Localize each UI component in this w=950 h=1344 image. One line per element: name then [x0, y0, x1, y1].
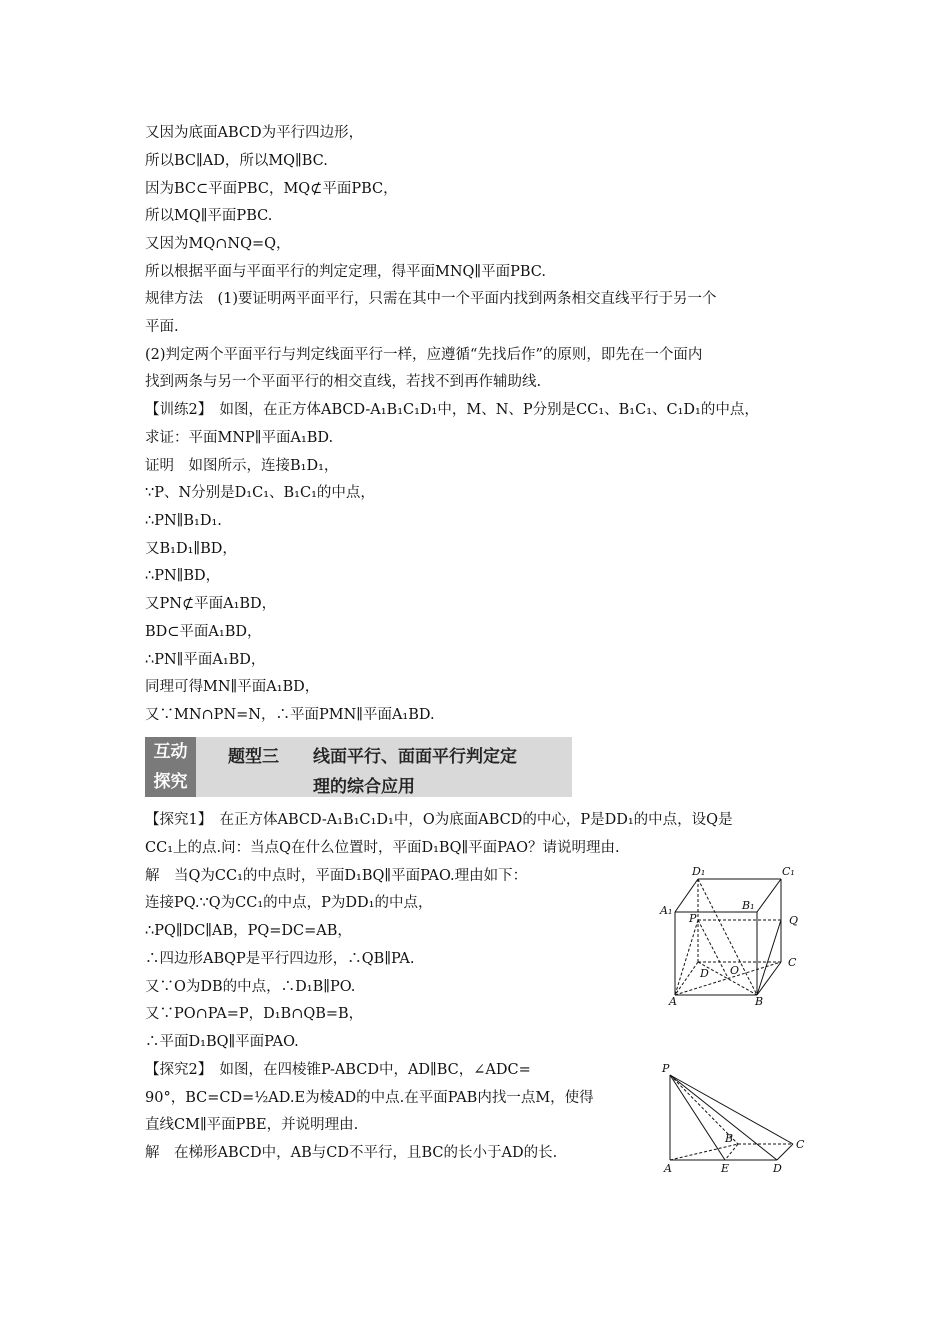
- section-label: 题型三: [228, 747, 279, 767]
- cube-label-b: B: [755, 995, 764, 1008]
- text-line: 证明 如图所示，连接B₁D₁，: [145, 458, 339, 474]
- cube-figure: [650, 862, 810, 1010]
- text-line: CC₁上的点.问：当点Q在什么位置时，平面D₁BQ∥平面PAO？请说明理由.: [145, 840, 620, 856]
- text-line: ∴PN∥平面A₁BD，: [145, 652, 266, 668]
- section-tag: [145, 737, 196, 797]
- text-line: 90°，BC=CD=½AD.E为棱AD的中点.在平面PAB内找一点M，使得: [145, 1090, 594, 1106]
- cube-label-c: C: [788, 956, 797, 969]
- text-line: 找到两条与另一个平面平行的相交直线，若找不到再作辅助线.: [145, 374, 542, 390]
- text-line: 连接PQ.∵Q为CC₁的中点，P为DD₁的中点，: [145, 895, 433, 911]
- method-line: 规律方法 (1)要证明两平面平行，只需在其中一个平面内找到两条相交直线平行于另一个: [145, 291, 717, 307]
- text-line: 又∵PO∩PA=P，D₁B∩QB=B，: [145, 1006, 364, 1022]
- text-line: 又∵MN∩PN=N，∴平面PMN∥平面A₁BD.: [145, 707, 435, 723]
- cube-label-a: A: [669, 995, 677, 1008]
- section-title-line: 理的综合应用: [313, 777, 415, 797]
- text-line: 又因为MQ∩NQ=Q，: [145, 236, 291, 252]
- text-line: 平面.: [145, 319, 179, 335]
- pyramid-label-d: D: [773, 1162, 782, 1175]
- text-line: ∴四边形ABQP是平行四边形，∴QB∥PA.: [145, 951, 415, 967]
- explore-heading: 【探究2】 如图，在四棱锥P-ABCD中，AD∥BC，∠ADC=: [145, 1062, 531, 1078]
- text-line: ∵P、N分别是D₁C₁、B₁C₁的中点，: [145, 485, 375, 501]
- text-line: ∴平面D₁BQ∥平面PAO.: [145, 1034, 299, 1050]
- text-line: 又PN⊄平面A₁BD，: [145, 596, 277, 612]
- section-banner: [145, 737, 572, 797]
- cube-label-b1: B₁: [742, 899, 755, 912]
- text-line: 因为BC⊂平面PBC，MQ⊄平面PBC，: [145, 181, 398, 197]
- text-line: BD⊂平面A₁BD，: [145, 624, 262, 640]
- pyramid-label-p: P: [662, 1062, 670, 1075]
- exercise-heading: 【训练2】 如图，在正方体ABCD-A₁B₁C₁D₁中，M、N、P分别是CC₁、B₁C₁、C₁D₁的中点，: [145, 402, 759, 418]
- cube-label-a1: A₁: [660, 904, 673, 917]
- pyramid-label-a: A: [664, 1162, 672, 1175]
- cube-label-d: D: [700, 967, 709, 980]
- cube-label-q: Q: [789, 914, 799, 927]
- pyramid-figure: [655, 1060, 810, 1178]
- cube-label-o: O: [730, 964, 740, 977]
- section-title-line: 线面平行、面面平行判定定: [313, 747, 517, 767]
- text-line: ∴PN∥BD，: [145, 568, 221, 584]
- section-tag-line: 探究: [153, 772, 188, 792]
- pyramid-label-b: B: [725, 1132, 734, 1145]
- text-line: 所以根据平面与平面平行的判定定理，得平面MNQ∥平面PBC.: [145, 264, 546, 280]
- explore-heading: 【探究1】 在正方体ABCD-A₁B₁C₁D₁中，O为底面ABCD的中心，P是DD₁的中点，设Q是: [145, 812, 733, 828]
- text-line: ∴PN∥B₁D₁.: [145, 513, 222, 529]
- cube-label-d1: D₁: [692, 865, 706, 878]
- text-line: 又因为底面ABCD为平行四边形，: [145, 125, 364, 141]
- cube-label-c1: C₁: [782, 865, 795, 878]
- pyramid-label-e: E: [721, 1162, 730, 1175]
- text-line: 所以MQ∥平面PBC.: [145, 208, 273, 224]
- pyramid-label-c: C: [796, 1138, 805, 1151]
- text-line: 同理可得MN∥平面A₁BD，: [145, 679, 320, 695]
- text-line: (2)判定两个平面平行与判定线面平行一样，应遵循“先找后作”的原则，即先在一个面内: [145, 347, 703, 363]
- text-line: 又∵O为DB的中点，∴D₁B∥PO.: [145, 979, 356, 995]
- text-line: ∴PQ∥DC∥AB，PQ=DC=AB，: [145, 923, 352, 939]
- text-line: 解 在梯形ABCD中，AB与CD不平行，且BC的长小于AD的长.: [145, 1145, 558, 1161]
- text-line: 又B₁D₁∥BD，: [145, 541, 237, 557]
- cube-label-p: P: [689, 912, 697, 925]
- text-line: 所以BC∥AD，所以MQ∥BC.: [145, 153, 328, 169]
- text-line: 直线CM∥平面PBE，并说明理由.: [145, 1117, 359, 1133]
- section-tag-line: 互动: [153, 742, 188, 762]
- text-line: 求证：平面MNP∥平面A₁BD.: [145, 430, 334, 446]
- text-line: 解 当Q为CC₁的中点时，平面D₁BQ∥平面PAO.理由如下：: [145, 868, 528, 884]
